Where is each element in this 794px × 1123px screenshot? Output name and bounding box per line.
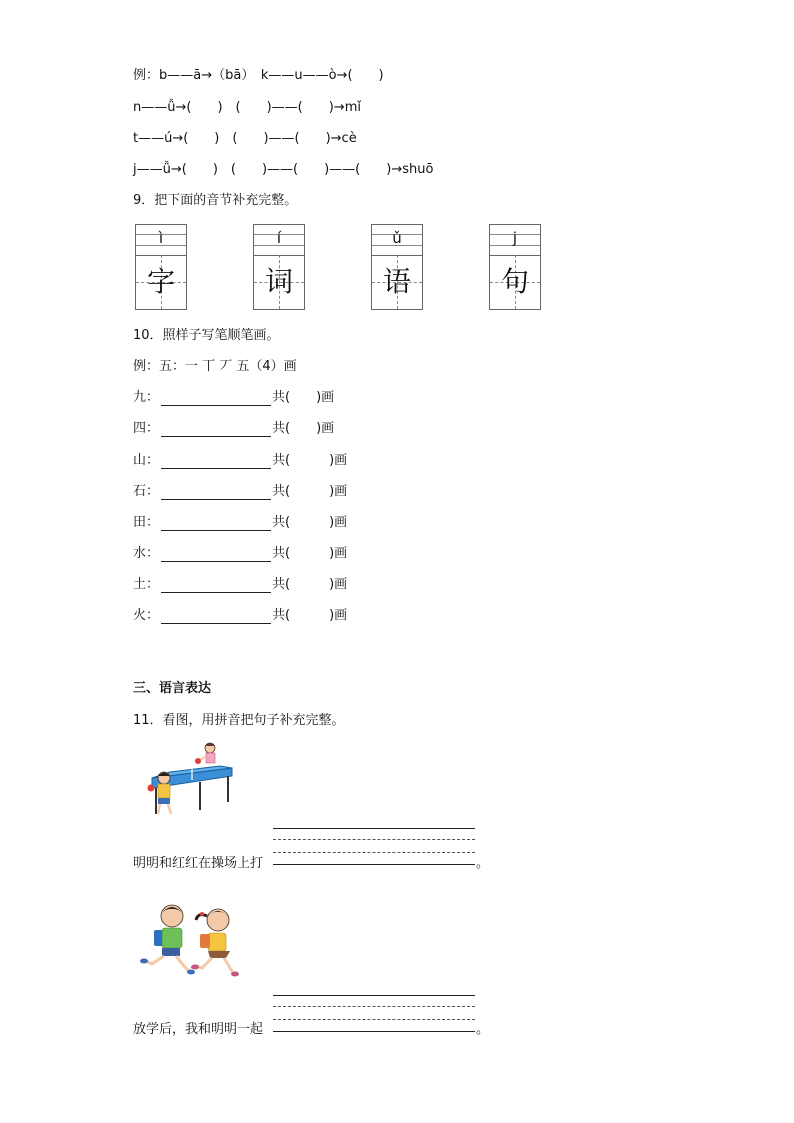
stroke-row-char: 土： [133,577,160,592]
stroke-row-tail: 共( )画 [272,421,335,436]
pinyin-syllable: j [512,229,518,247]
stroke-row-char: 山： [133,453,160,468]
stroke-row-char: 四： [133,421,160,436]
stroke-row-char: 九： [133,390,160,405]
stroke-row-char: 田： [133,515,160,530]
hanzi-char: 语 [382,265,411,298]
sentence-period: 。 [476,1022,490,1037]
table-tennis-illustration [140,738,236,818]
sentence-period: 。 [476,856,490,871]
stroke-row-char: 水： [133,546,160,561]
stroke-row-tail: 共( )画 [272,390,335,405]
pinyin-syllable: ì [158,229,164,247]
stroke-answer-line[interactable] [161,436,271,437]
pinyin-row-1: n——ǚ→( ) ( )——( )→mǐ [133,100,361,115]
pinyin-grid-box [253,224,305,310]
pinyin-writing-lines[interactable] [273,995,475,1035]
stroke-answer-line[interactable] [161,405,271,406]
pinyin-row-3: j——ǚ→( ) ( )——( )——( )→shuō [133,162,434,177]
sentence-prompt: 放学后，我和明明一起 [133,1022,264,1037]
stroke-answer-line[interactable] [161,561,271,562]
sentence-prompt: 明明和红红在操场上打 [133,856,264,871]
running-kids-illustration [138,902,246,978]
pinyin-grid-box [135,224,187,310]
stroke-answer-line[interactable] [161,499,271,500]
stroke-row-tail: 共( )画 [272,453,348,468]
stroke-answer-line[interactable] [161,530,271,531]
pinyin-grid-box [489,224,541,310]
stroke-row-char: 石： [133,484,160,499]
q10-title: 10．照样子写笔顺笔画。 [133,328,280,343]
stroke-answer-line[interactable] [161,592,271,593]
stroke-row-tail: 共( )画 [272,515,348,530]
stroke-answer-line[interactable] [161,468,271,469]
stroke-row-tail: 共( )画 [272,546,348,561]
hanzi-char: 句 [500,265,529,298]
q9-title: 9．把下面的音节补充完整。 [133,193,298,208]
q11-title: 11．看图，用拼音把句子补充完整。 [133,713,345,728]
pinyin-syllable: ǔ [392,229,402,247]
section-heading: 三、语言表达 [133,681,212,696]
pinyin-grid-box [371,224,423,310]
stroke-row-tail: 共( )画 [272,484,348,499]
pinyin-writing-lines[interactable] [273,828,475,868]
hanzi-char: 字 [146,265,175,298]
hanzi-char: 词 [264,265,293,298]
stroke-answer-line[interactable] [161,623,271,624]
pinyin-syllable: í [276,229,282,247]
stroke-row-tail: 共( )画 [272,608,348,623]
stroke-row-char: 火： [133,608,160,623]
q10-example: 例：五：一 丅 丆 五（4）画 [133,359,297,374]
pinyin-row-2: t——ú→( ) ( )——( )→cè [133,131,357,146]
pinyin-example: 例：b——ā→（bā） k——u——ò→( ) [133,68,384,83]
stroke-row-tail: 共( )画 [272,577,348,592]
